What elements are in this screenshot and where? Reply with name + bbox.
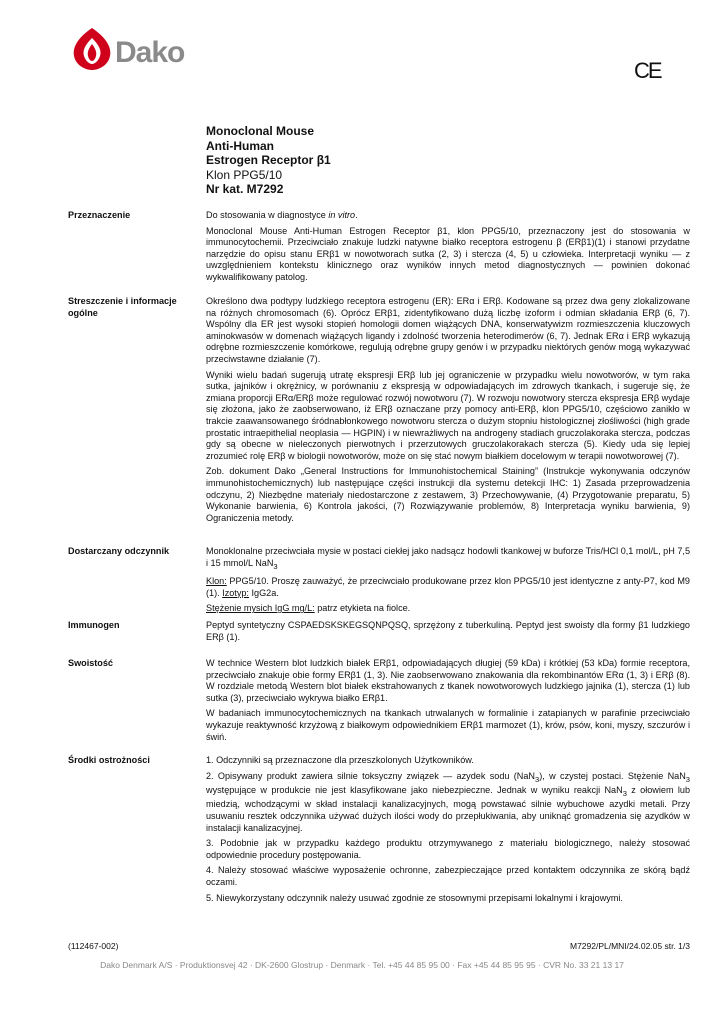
section-label: Swoistość xyxy=(68,658,113,668)
title-line-5: Nr kat. M7292 xyxy=(206,182,284,197)
paragraph: Monoklonalne przeciwciała mysie w postaci ciekłej jako nadsącz hodowli tkankowej w buforze Tris/HCl 0,1 mol/L, pH 7,5 i 15 mmol/L NaN$_3$ xyxy=(206,546,690,571)
paragraph: 1. Odczynniki są przeznaczone dla przeszkolonych Użytkowników. xyxy=(206,755,474,765)
paragraph: W technice Western blot ludzkich białek ERβ1, odpowiadających długiej (59 kDa) i krótkiej (53 kDa) formie receptora, przeciwciało znakuje obie formy ERβ1 (1, 3). Nie zaobserwowano znakowania dla rekombinantów ERα (1, 3) i ERβ (8). W rozdziale metodą Western blot białek ekstrahowanych z tkanek nowotworowych ludzkiego jajnika (1), stercza (1) lub sutka (3), przeciwciało wykrywa białko ERβ1. xyxy=(206,658,690,703)
ce-mark: CE xyxy=(634,58,661,83)
paragraph: 5. Niewykorzystany odczynnik należy usuwać zgodnie ze stosownymi przepisami lokalnymi i krajowymi. xyxy=(206,892,623,903)
section-label: Streszczenie i informacje ogólne xyxy=(68,296,177,318)
section-label: Immunogen xyxy=(68,620,120,630)
section-content xyxy=(206,546,690,619)
logo-wordmark: Dako xyxy=(115,36,185,69)
paragraph: Zob. dokument Dako „General Instructions for Immunohistochemical Staining” (Instrukcje wykonywania odczynów immunohistochemicznych) lub następujące części instrukcji dla systemu detekcji IHC: 1) Zasada przeprowadzenia odczynu, 2) Niezbędne materiały niedostarczone z zestawem, 3) Przechowywanie, (4) Przygotowanie preparatu, 5) Wykonanie barwienia, 6) Kontrola jakości, (7) Rozwiązywanie problemów, 8) Interpretacja wyniku barwienia, 9) Ograniczenia metody. xyxy=(206,466,690,523)
title-line-1: Monoclonal Mouse xyxy=(206,124,314,138)
footer-doc-code: (112467-002) xyxy=(68,941,119,951)
paragraph: Wyniki wielu badań sugerują utratę ekspresji ERβ lub jej ograniczenie w przypadku wielu nowotworów, w tym raka sutka, jajników i okrężnicy, w porównaniu z ekspresją w odpowiadających im zdrowych tkankach, i sugeruje się, że zmiana proporcji ERα/ERβ może regulować rozwój nowotworu (7). W rozwoju nowotwory stercza ekspresja ERβ wydaje się złożona, jako że zaobserwowano, iż ERβ oznaczane przy pomocy anti-ERβ, klon PPG5/10, częściowo zanikło w trakcie zaawansowanego śródnabłonkowego nowotworu stercza o dużym stopniu histologicznej złośliwości (high grade prostatic intraepithelial neoplasia — HGPIN) i w niewrażliwych na androgeny stadiach gruczolakoraka stercza, podczas gdy są obecne w nieleczonych pierwotnych i przerzutowych gruczolakorakach stercza (5). Kiedy uda się lepiej zrozumieć rolę ERβ w biologii nowotworów, może on się stać nowym białkiem docelowym w terapii nowotworowej (7). xyxy=(206,369,690,461)
section-content xyxy=(206,210,690,288)
section-label: Dostarczany odczynnik xyxy=(68,546,170,556)
paragraph: Klon: PPG5/10. Proszę zauważyć, że przeciwciało produkowane przez klon PPG5/10 jest identyczne z anty-P7, kod M9 (1). Izotyp: IgG2a. xyxy=(206,576,690,598)
product-title xyxy=(206,124,331,197)
title-line-4: Klon PPG5/10 xyxy=(206,167,283,182)
title-line-3: Estrogen Receptor β1 xyxy=(206,153,331,168)
section-content xyxy=(206,620,690,647)
paragraph: Określono dwa podtypy ludzkiego receptora estrogenu (ER): ERα i ERβ. Kodowane są przez dwa geny zlokalizowane na różnych chromosomach (6). Oprócz ERβ1, zidentyfikowano dużą liczbę izoform i odmian składania ERβ (6, 7). Wspólny dla ER jest wysoki stopień homologii domen wiążących DNA, konserwatywizm rozmieszczenia kluczowych aminokwasów w domenach wiążących ligandy i zdolność tworzenia heterodimerów (6, 7). Jednak ERα i ERβ wykazują odrębne rozmieszczenie komórkowe, regulują odrębne grupy genów i w przypadku niektórych genów mogą wykazywać przeciwstawne działanie (7). xyxy=(206,296,690,364)
title-line-2: Anti-Human xyxy=(206,138,274,153)
paragraph: Monoclonal Mouse Anti-Human Estrogen Receptor β1, klon PPG5/10, przeznaczony jest do stosowania w immunocytochemii. Przeciwciało znakuje ludzki natywne białko receptora estrogenu β (ERβ1)(1) i stanowi przydatne narzędzie do opisu stanu ERβ1 w nowotworach sutka (2, 3) i stercza (4, 5) u człowieka. Interpretacji wyniku — z uwzględnieniem kontekstu klinicznego oraz wyników innych metod diagnostycznych — powinien dokonać wykwalifikowany patolog. xyxy=(206,225,690,282)
paragraph: Peptyd syntetyczny CSPAEDSKSKEGSQNPQSQ, sprzężony z tuberkuliną. Peptyd jest swoisty dla formy β1 ludzkiego ERβ (1). xyxy=(206,620,690,642)
paragraph: 2. Opisywany produkt zawiera silnie toksyczny związek — azydek sodu (NaN$_3$), w czystej postaci. Stężenie NaN$_3$ występujące w produkcie nie jest klasyfikowane jako niebezpieczne. Jednak w wyniku reakcji NaN$_3$ z ołowiem lub miedzią, wchodzącymi w skład instalacji kanalizacyjnych, mogą powstawać silnie wybuchowe azydki metali. Przy usuwaniu resztek odczynnika używać dużych ilości wody do przepłukiwania, aby uniknąć gromadzenia się azydków w instalacji kanalizacyjnej. xyxy=(206,770,691,833)
paragraph: Stężenie mysich IgG mg/L: patrz etykieta na fiolce. xyxy=(206,603,411,614)
section-label: Przeznaczenie xyxy=(68,210,131,220)
paragraph: W badaniach immunocytochemicznych na tkankach utrwalanych w formalinie i zatapianych w parafinie przeciwciało wykazuje reaktywność krzyżową z białkowym odpowiednikiem ERβ1 marmozet (1), krów, psów, koni, myszy, szczurów i świń. xyxy=(206,708,690,742)
paragraph: Do stosowania w diagnostyce in vitro. xyxy=(206,210,358,220)
section-content xyxy=(206,658,690,747)
section-content xyxy=(206,755,690,908)
paragraph: 3. Podobnie jak w przypadku każdego produktu otrzymywanego z materiału biologicznego, należy stosować odpowiednie procedury postępowania. xyxy=(206,838,690,860)
section-content xyxy=(206,296,690,528)
footer-company-address: Dako Denmark A/S · Produktionsvej 42 · DK-2600 Glostrup · Denmark · Tel. +45 44 85 95 00 · Fax +45 44 85 95 95 · CVR No. 33 21 13 17 xyxy=(100,960,624,970)
footer-page-info: M7292/PL/MNI/24.02.05 str. 1/3 xyxy=(569,941,690,951)
section-label: Środki ostrożności xyxy=(68,755,150,765)
paragraph: 4. Należy stosować właściwe wyposażenie ochronne, zabezpieczające przed kontaktem odczynnika ze skórą bądź oczami. xyxy=(206,865,690,887)
